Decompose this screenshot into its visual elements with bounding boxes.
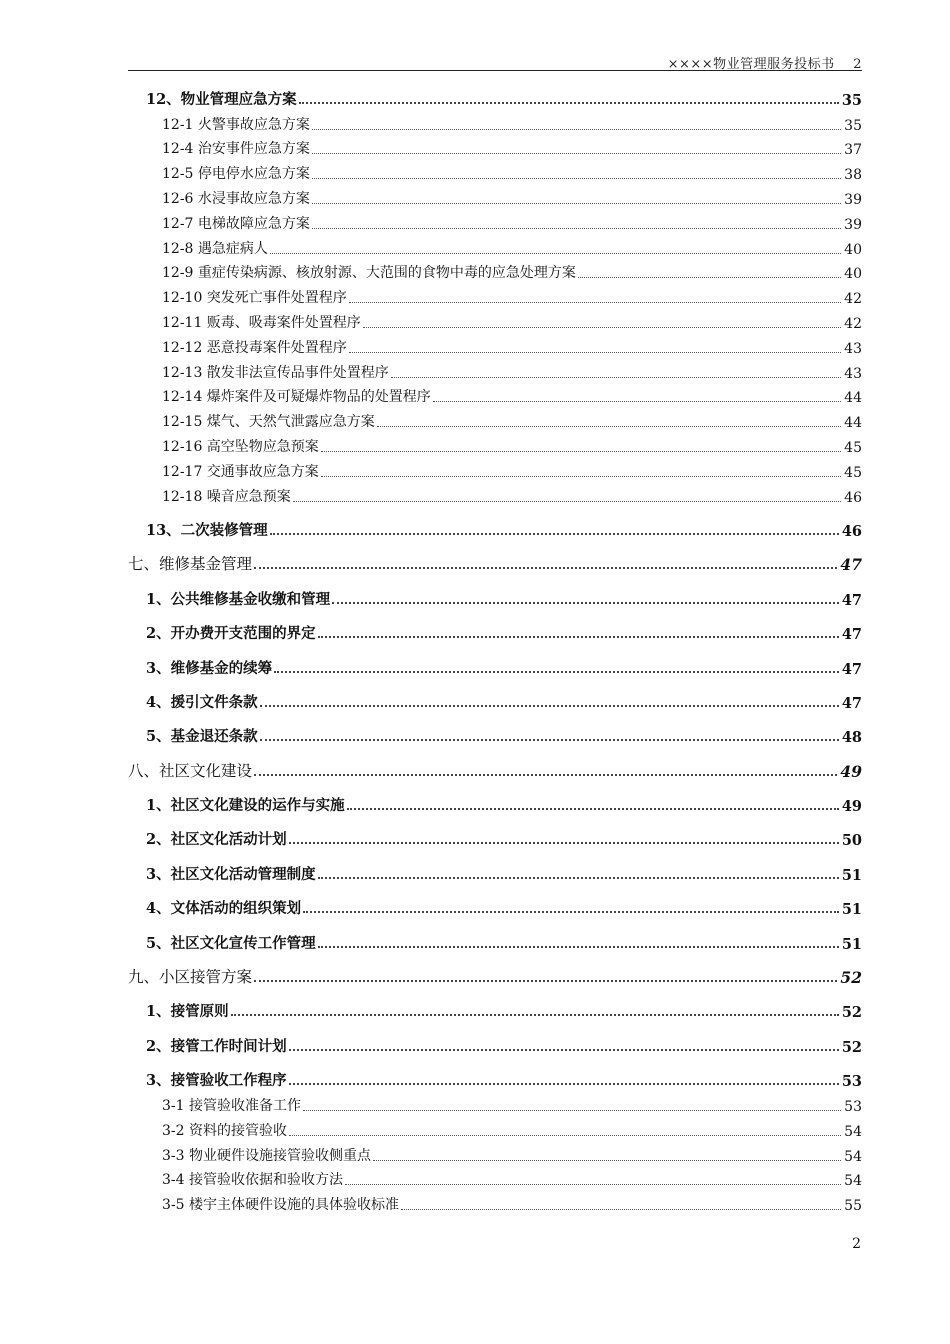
dot-leader bbox=[321, 451, 841, 452]
toc-entry-page: 47 bbox=[841, 626, 862, 644]
toc-entry-page: 53 bbox=[841, 1073, 862, 1091]
dot-leader bbox=[274, 671, 839, 673]
toc-entry[interactable] bbox=[128, 859, 862, 884]
toc-entry-title: 13、二次装修管理 bbox=[146, 521, 268, 539]
table-of-contents bbox=[128, 84, 862, 1214]
toc-entry-page: 40 bbox=[844, 266, 862, 283]
toc-entry[interactable] bbox=[128, 1115, 862, 1140]
toc-entry-title: 1、社区文化建设的运作与实施 bbox=[146, 797, 345, 815]
dot-leader bbox=[349, 352, 841, 353]
toc-entry-page: 46 bbox=[841, 522, 862, 540]
dot-leader bbox=[289, 1049, 839, 1051]
toc-entry-page: 54 bbox=[844, 1123, 862, 1140]
dot-leader bbox=[254, 774, 837, 776]
toc-entry[interactable] bbox=[128, 208, 862, 233]
toc-entry-title: 12-15 煤气、天然气泄露应急方案 bbox=[162, 414, 375, 431]
toc-entry-title: 九、小区接管方案 bbox=[128, 968, 253, 987]
dot-leader bbox=[289, 1083, 839, 1085]
dot-leader bbox=[299, 102, 839, 104]
toc-entry[interactable] bbox=[128, 84, 862, 109]
toc-entry[interactable] bbox=[128, 233, 862, 258]
toc-entry-title: 12-16 高空坠物应急预案 bbox=[162, 438, 319, 455]
toc-entry-title: 2、接管工作时间计划 bbox=[146, 1037, 287, 1055]
toc-entry[interactable] bbox=[128, 481, 862, 506]
dot-leader bbox=[260, 705, 839, 707]
toc-entry-page: 44 bbox=[844, 390, 862, 407]
dot-leader bbox=[312, 178, 841, 179]
dot-leader bbox=[231, 1014, 839, 1016]
toc-entry-page: 43 bbox=[844, 365, 862, 382]
toc-entry-page: 55 bbox=[844, 1198, 862, 1215]
toc-entry-page: 52 bbox=[841, 1038, 862, 1056]
dot-leader bbox=[578, 277, 841, 278]
toc-entry-title: 3-3 物业硬件设施接管验收侧重点 bbox=[162, 1147, 371, 1164]
toc-entry-page: 47 bbox=[841, 660, 862, 678]
dot-leader bbox=[318, 946, 839, 948]
footer-page-number: 2 bbox=[852, 1236, 861, 1252]
toc-entry-page: 50 bbox=[841, 832, 862, 850]
dot-leader bbox=[289, 1135, 841, 1136]
toc-entry-title: 12-17 交通事故应急方案 bbox=[162, 463, 319, 480]
dot-leader bbox=[312, 153, 841, 154]
toc-entry-title: 12-9 重症传染病源、核放射源、大范围的食物中毒的应急处理方案 bbox=[162, 265, 576, 282]
toc-entry-title: 3-5 楼宇主体硬件设施的具体验收标准 bbox=[162, 1197, 399, 1214]
dot-leader bbox=[347, 808, 839, 810]
dot-leader bbox=[303, 911, 839, 913]
toc-entry[interactable] bbox=[128, 1065, 862, 1090]
toc-entry-title: 八、社区文化建设 bbox=[128, 761, 253, 780]
toc-entry-page: 52 bbox=[840, 968, 862, 988]
toc-entry-page: 51 bbox=[841, 866, 862, 884]
toc-entry-page: 53 bbox=[844, 1098, 862, 1115]
toc-entry-page: 51 bbox=[841, 901, 862, 919]
toc-entry[interactable] bbox=[128, 825, 862, 850]
toc-entry[interactable] bbox=[128, 1165, 862, 1190]
dot-leader bbox=[401, 1209, 841, 1210]
toc-entry[interactable] bbox=[128, 653, 862, 678]
toc-entry[interactable] bbox=[128, 183, 862, 208]
toc-entry[interactable] bbox=[128, 584, 862, 609]
dot-leader bbox=[270, 533, 839, 535]
toc-entry-title: 12-6 水浸事故应急方案 bbox=[162, 190, 310, 207]
toc-entry-page: 43 bbox=[844, 340, 862, 357]
toc-entry-title: 12-13 散发非法宣传品事件处置程序 bbox=[162, 364, 389, 381]
dot-leader bbox=[254, 567, 837, 569]
dot-leader bbox=[377, 426, 841, 427]
page-header bbox=[128, 52, 862, 71]
toc-entry-page: 47 bbox=[841, 694, 862, 712]
dot-leader bbox=[345, 1184, 841, 1185]
toc-entry-title: 3-4 接管验收依据和验收方法 bbox=[162, 1172, 343, 1189]
toc-entry[interactable] bbox=[128, 134, 862, 159]
toc-entry-title: 1、接管原则 bbox=[146, 1003, 229, 1021]
toc-entry-page: 42 bbox=[844, 291, 862, 308]
toc-entry-title: 12-12 恶意投毒案件处置程序 bbox=[162, 339, 347, 356]
toc-entry[interactable] bbox=[128, 431, 862, 456]
dot-leader bbox=[349, 302, 841, 303]
toc-entry-page: 45 bbox=[844, 464, 862, 481]
toc-entry-title: 12-1 火警事故应急方案 bbox=[162, 116, 310, 133]
toc-entry[interactable] bbox=[128, 790, 862, 815]
toc-entry-page: 49 bbox=[841, 798, 862, 816]
toc-entry[interactable] bbox=[128, 962, 862, 987]
dot-leader bbox=[391, 377, 841, 378]
toc-entry[interactable] bbox=[128, 1189, 862, 1214]
dot-leader bbox=[321, 476, 841, 477]
toc-entry[interactable] bbox=[128, 928, 862, 953]
dot-leader bbox=[293, 501, 841, 502]
toc-entry[interactable] bbox=[128, 997, 862, 1022]
toc-entry[interactable] bbox=[128, 109, 862, 134]
toc-entry[interactable] bbox=[128, 721, 862, 746]
toc-entry-page: 52 bbox=[841, 1004, 862, 1022]
toc-entry-page: 35 bbox=[844, 117, 862, 134]
dot-leader bbox=[318, 877, 839, 879]
dot-leader bbox=[373, 1160, 841, 1161]
toc-entry-page: 54 bbox=[844, 1148, 862, 1165]
toc-entry[interactable] bbox=[128, 456, 862, 481]
toc-entry-title: 12-7 电梯故障应急方案 bbox=[162, 215, 310, 232]
toc-entry-title: 3-2 资料的接管验收 bbox=[162, 1122, 287, 1139]
toc-entry[interactable] bbox=[128, 332, 862, 357]
toc-entry-page: 44 bbox=[844, 415, 862, 432]
toc-entry[interactable] bbox=[128, 515, 862, 540]
toc-entry-page: 54 bbox=[844, 1173, 862, 1190]
toc-entry[interactable] bbox=[128, 687, 862, 712]
toc-entry-page: 45 bbox=[844, 439, 862, 456]
toc-entry-page: 49 bbox=[840, 761, 862, 781]
toc-entry-title: 2、开办费开支范围的界定 bbox=[146, 625, 316, 643]
toc-entry-title: 4、文体活动的组织策划 bbox=[146, 900, 302, 918]
dot-leader bbox=[312, 203, 841, 204]
dot-leader bbox=[312, 129, 841, 130]
toc-entry-title: 3、维修基金的续筹 bbox=[146, 659, 273, 677]
toc-entry-page: 47 bbox=[840, 555, 862, 575]
dot-leader bbox=[363, 327, 841, 328]
toc-entry-page: 39 bbox=[844, 191, 862, 208]
dot-leader bbox=[260, 739, 839, 741]
toc-entry-title: 七、维修基金管理 bbox=[128, 555, 253, 574]
toc-entry[interactable] bbox=[128, 282, 862, 307]
toc-entry-title: 4、援引文件条款 bbox=[146, 693, 258, 711]
toc-entry-title: 12-5 停电停水应急方案 bbox=[162, 166, 310, 183]
toc-entry[interactable] bbox=[128, 1140, 862, 1165]
dot-leader bbox=[433, 401, 841, 402]
toc-entry-title: 5、基金退还条款 bbox=[146, 728, 258, 746]
toc-entry-title: 2、社区文化活动计划 bbox=[146, 831, 287, 849]
toc-entry-title: 3-1 接管验收准备工作 bbox=[162, 1097, 301, 1114]
toc-entry-title: 5、社区文化宣传工作管理 bbox=[146, 934, 316, 952]
toc-entry-title: 12-4 治安事件应急方案 bbox=[162, 141, 310, 158]
toc-entry-page: 35 bbox=[841, 91, 862, 109]
toc-entry-page: 39 bbox=[844, 216, 862, 233]
toc-entry-page: 47 bbox=[841, 591, 862, 609]
toc-entry-title: 12-10 突发死亡事件处置程序 bbox=[162, 290, 347, 307]
toc-entry[interactable] bbox=[128, 382, 862, 407]
dot-leader bbox=[318, 636, 839, 638]
toc-entry-title: 12-18 噪音应急预案 bbox=[162, 488, 291, 505]
toc-entry[interactable] bbox=[128, 1031, 862, 1056]
toc-entry[interactable] bbox=[128, 1090, 862, 1115]
toc-entry-page: 46 bbox=[844, 489, 862, 506]
toc-entry-page: 51 bbox=[841, 935, 862, 953]
dot-leader bbox=[289, 842, 839, 844]
toc-entry[interactable] bbox=[128, 893, 862, 918]
toc-entry-page: 38 bbox=[844, 167, 862, 184]
toc-entry-title: 12、物业管理应急方案 bbox=[146, 90, 297, 108]
dot-leader bbox=[332, 602, 839, 604]
dot-leader bbox=[312, 228, 841, 229]
dot-leader bbox=[270, 253, 841, 254]
toc-entry-title: 3、社区文化活动管理制度 bbox=[146, 865, 316, 883]
toc-entry[interactable] bbox=[128, 307, 862, 332]
toc-entry-title: 1、公共维修基金收缴和管理 bbox=[146, 590, 331, 608]
toc-entry-title: 12-11 贩毒、吸毒案件处置程序 bbox=[162, 314, 361, 331]
toc-entry[interactable] bbox=[128, 756, 862, 781]
toc-entry[interactable] bbox=[128, 357, 862, 382]
toc-entry-title: 12-8 遇急症病人 bbox=[162, 240, 268, 257]
header-title-and-page bbox=[668, 53, 862, 72]
toc-entry[interactable] bbox=[128, 258, 862, 283]
toc-entry-title: 12-14 爆炸案件及可疑爆炸物品的处置程序 bbox=[162, 389, 431, 406]
toc-entry[interactable] bbox=[128, 550, 862, 575]
toc-entry[interactable] bbox=[128, 618, 862, 643]
toc-entry-page: 42 bbox=[844, 315, 862, 332]
toc-entry[interactable] bbox=[128, 406, 862, 431]
dot-leader bbox=[303, 1110, 841, 1111]
toc-entry-page: 37 bbox=[844, 142, 862, 159]
toc-entry-title: 3、接管验收工作程序 bbox=[146, 1072, 287, 1090]
header-page-number: 2 bbox=[853, 57, 862, 72]
toc-entry-page: 48 bbox=[841, 729, 862, 747]
header-title: ××××物业管理服务投标书 bbox=[667, 57, 835, 72]
toc-entry[interactable] bbox=[128, 158, 862, 183]
dot-leader bbox=[254, 980, 837, 982]
toc-entry-page: 40 bbox=[844, 241, 862, 258]
